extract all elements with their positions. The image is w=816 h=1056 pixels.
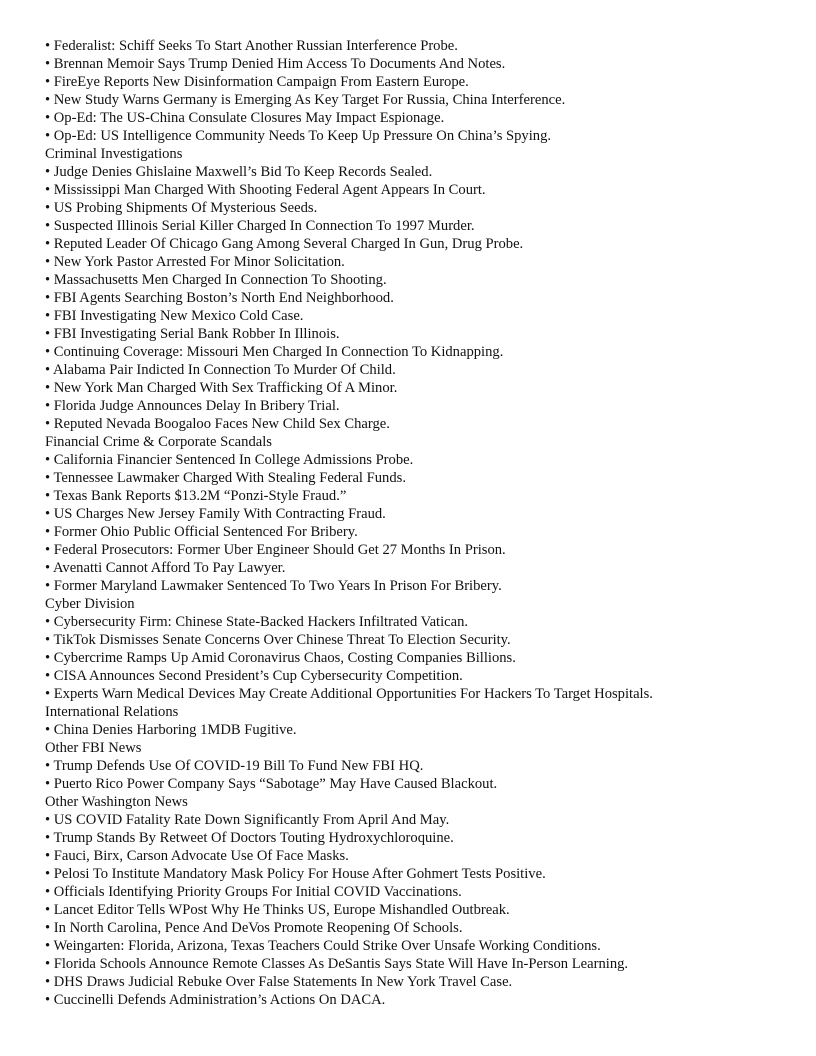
news-item: • Florida Schools Announce Remote Classes As DeSantis Says State Will Have In-Person Learning. — [45, 956, 629, 972]
section-heading: Financial Crime & Corporate Scandals — [45, 434, 272, 450]
news-item: • TikTok Dismisses Senate Concerns Over Chinese Threat To Election Security. — [45, 632, 511, 648]
news-item: • Puerto Rico Power Company Says “Sabotage” May Have Caused Blackout. — [45, 776, 498, 792]
news-section — [45, 595, 805, 703]
news-item: • CISA Announces Second President’s Cup Cybersecurity Competition. — [45, 668, 463, 684]
news-item: • Continuing Coverage: Missouri Men Charged In Connection To Kidnapping. — [45, 344, 504, 360]
section-heading: Other FBI News — [45, 740, 142, 756]
news-item: • Brennan Memoir Says Trump Denied Him Access To Documents And Notes. — [45, 56, 506, 72]
news-item: • Federal Prosecutors: Former Uber Engineer Should Get 27 Months In Prison. — [45, 542, 506, 558]
news-item: • Cybercrime Ramps Up Amid Coronavirus Chaos, Costing Companies Billions. — [45, 650, 516, 666]
news-item: • Suspected Illinois Serial Killer Charged In Connection To 1997 Murder. — [45, 218, 475, 234]
news-item: • Weingarten: Florida, Arizona, Texas Teachers Could Strike Over Unsafe Working Conditions. — [45, 938, 601, 954]
news-item: • FBI Investigating Serial Bank Robber In Illinois. — [45, 326, 340, 342]
news-item: • Alabama Pair Indicted In Connection To Murder Of Child. — [45, 362, 396, 378]
section-heading: Other Washington News — [45, 794, 188, 810]
news-item: • Officials Identifying Priority Groups For Initial COVID Vaccinations. — [45, 884, 462, 900]
news-item: • Pelosi To Institute Mandatory Mask Policy For House After Gohmert Tests Positive. — [45, 866, 546, 882]
news-section — [45, 793, 805, 1009]
news-item: • Trump Stands By Retweet Of Doctors Touting Hydroxychloroquine. — [45, 830, 454, 846]
news-item: • Op-Ed: The US-China Consulate Closures May Impact Espionage. — [45, 110, 445, 126]
news-item: • New York Man Charged With Sex Trafficking Of A Minor. — [45, 380, 398, 396]
news-item: • Lancet Editor Tells WPost Why He Thinks US, Europe Mishandled Outbreak. — [45, 902, 510, 918]
news-item: • Avenatti Cannot Afford To Pay Lawyer. — [45, 560, 286, 576]
news-item: • Op-Ed: US Intelligence Community Needs To Keep Up Pressure On China’s Spying. — [45, 128, 552, 144]
news-section — [45, 433, 805, 595]
section-heading: International Relations — [45, 704, 179, 720]
news-item: • Fauci, Birx, Carson Advocate Use Of Face Masks. — [45, 848, 349, 864]
news-item: • US Charges New Jersey Family With Contracting Fraud. — [45, 506, 386, 522]
news-item: • FBI Investigating New Mexico Cold Case. — [45, 308, 304, 324]
news-item: • US Probing Shipments Of Mysterious Seeds. — [45, 200, 318, 216]
news-item: • Cuccinelli Defends Administration’s Actions On DACA. — [45, 992, 386, 1008]
section-heading: Criminal Investigations — [45, 146, 183, 162]
news-item: • US COVID Fatality Rate Down Significantly From April And May. — [45, 812, 450, 828]
news-item: • Judge Denies Ghislaine Maxwell’s Bid To Keep Records Sealed. — [45, 164, 433, 180]
news-section — [45, 703, 805, 739]
document-body — [45, 37, 805, 1009]
news-section — [45, 739, 805, 793]
news-section — [45, 37, 805, 145]
news-item: • Experts Warn Medical Devices May Create Additional Opportunities For Hackers To Target Hospitals. — [45, 686, 653, 702]
news-item: • New Study Warns Germany is Emerging As Key Target For Russia, China Interference. — [45, 92, 566, 108]
news-item: • Former Ohio Public Official Sentenced For Bribery. — [45, 524, 358, 540]
news-item: • Texas Bank Reports $13.2M “Ponzi-Style Fraud.” — [45, 488, 347, 504]
news-item: • In North Carolina, Pence And DeVos Promote Reopening Of Schools. — [45, 920, 463, 936]
news-item: • Florida Judge Announces Delay In Bribery Trial. — [45, 398, 340, 414]
news-item: • Federalist: Schiff Seeks To Start Another Russian Interference Probe. — [45, 38, 458, 54]
news-item: • New York Pastor Arrested For Minor Solicitation. — [45, 254, 345, 270]
news-item: • DHS Draws Judicial Rebuke Over False Statements In New York Travel Case. — [45, 974, 513, 990]
news-item: • China Denies Harboring 1MDB Fugitive. — [45, 722, 297, 738]
news-item: • Mississippi Man Charged With Shooting Federal Agent Appears In Court. — [45, 182, 486, 198]
news-item: • FireEye Reports New Disinformation Campaign From Eastern Europe. — [45, 74, 469, 90]
section-heading: Cyber Division — [45, 596, 135, 612]
news-item: • California Financier Sentenced In College Admissions Probe. — [45, 452, 414, 468]
news-item: • Massachusetts Men Charged In Connection To Shooting. — [45, 272, 387, 288]
news-item: • Tennessee Lawmaker Charged With Stealing Federal Funds. — [45, 470, 406, 486]
news-item: • Reputed Nevada Boogaloo Faces New Child Sex Charge. — [45, 416, 390, 432]
news-item: • Former Maryland Lawmaker Sentenced To Two Years In Prison For Bribery. — [45, 578, 502, 594]
news-section — [45, 145, 805, 433]
news-item: • Cybersecurity Firm: Chinese State-Backed Hackers Infiltrated Vatican. — [45, 614, 469, 630]
news-item: • Reputed Leader Of Chicago Gang Among Several Charged In Gun, Drug Probe. — [45, 236, 524, 252]
news-item: • Trump Defends Use Of COVID-19 Bill To Fund New FBI HQ. — [45, 758, 424, 774]
news-item: • FBI Agents Searching Boston’s North End Neighborhood. — [45, 290, 394, 306]
